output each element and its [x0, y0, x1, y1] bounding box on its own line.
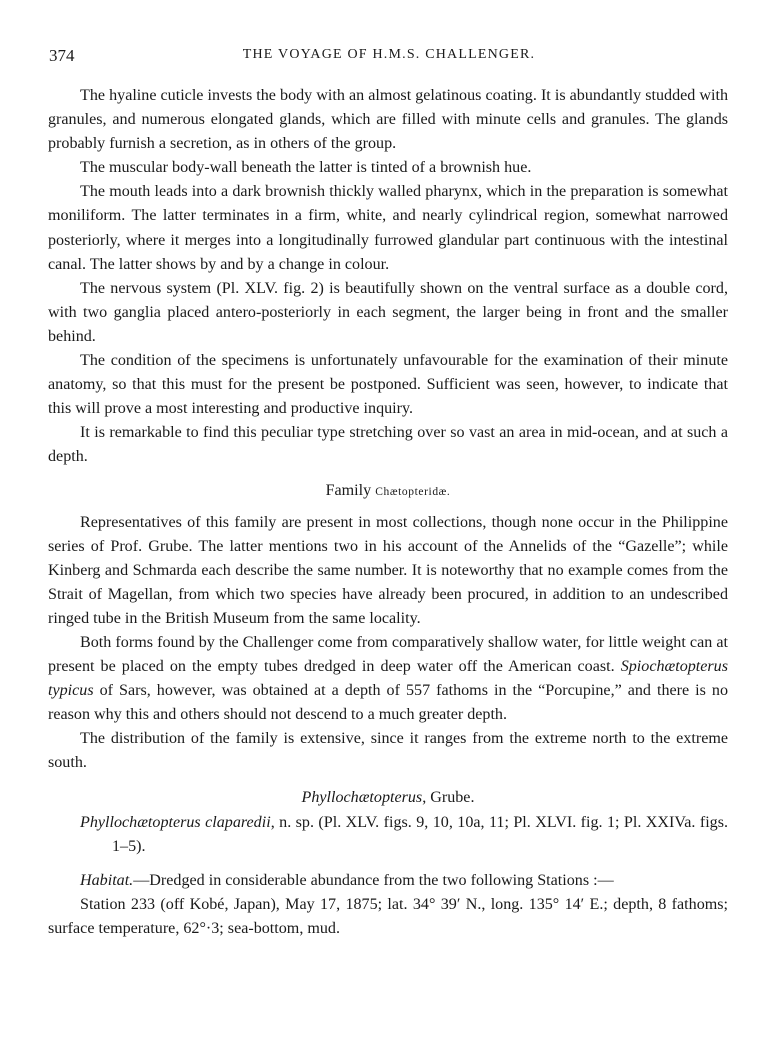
station-entry: Station 233 (off Kobé, Japan), May 17, 1875; lat. 34° 39′ N., long. 135° 14′ E.; depth, 8 fathoms; surface temperature, 62°·3; sea-bottom, mud.: [48, 895, 728, 937]
species-entry: [48, 811, 728, 859]
paragraph-mouth: The mouth leads into a dark brownish thickly walled pharynx, which in the preparation is somewhat moniliform. The latter terminates in a firm, white, and nearly cylindrical region, somewhat narrowed posteriorly, where it merges into a longitudinally furrowed glandular part continuous with the intestinal canal. The latter shows by and by a change in colour.: [48, 183, 728, 273]
paragraph-both-forms: [48, 631, 728, 727]
genus-author: , Grube.: [422, 788, 475, 806]
family-heading-prefix: Family: [325, 481, 372, 499]
paragraph-remarkable: It is remarkable to find this peculiar type stretching over so vast an area in mid-ocean, and at such a depth.: [48, 424, 728, 466]
running-head: THE VOYAGE OF H.M.S. CHALLENGER.: [242, 47, 536, 62]
species-name: Phyllochætopterus claparedii: [80, 813, 271, 831]
genus-heading: [48, 789, 728, 807]
paragraph-condition: The condition of the specimens is unfortunately unfavourable for the examination of their minute anatomy, so that this must for the present be postponed. Sufficient was seen, however, to indicate that this will prove a most interesting and productive inquiry.: [48, 352, 728, 418]
paragraph-nervous-system: The nervous system (Pl. XLV. fig. 2) is beautifully shown on the ventral surface as a double cord, with two ganglia placed antero-posteriorly in each segment, the larger being in front and the smaller behind.: [48, 279, 728, 345]
family-heading-name: Chætopteridæ.: [375, 485, 451, 498]
habitat-label: Habitat.: [80, 871, 134, 889]
habitat-line: [48, 869, 728, 893]
species-plates: , n. sp. (Pl. XLV. figs. 9, 10, 10a, 11; Pl. XLVI. fig. 1; Pl. XXIVa. figs. 1–5).: [112, 813, 729, 855]
genus-name: Phyllochætopterus: [301, 788, 423, 806]
both-forms-text-continued: of Sars, however, was obtained at a depth of 557 fathoms in the “Porcupine,” and there is no reason why this and others should not descend to a much greater depth.: [48, 682, 728, 724]
paragraph-cuticle: The hyaline cuticle invests the body with an almost gelatinous coating. It is abundantly studded with granules, and numerous elongated glands, which are filled with minute cells and granules. The glands probably furnish a secretion, as in others of the group.: [48, 87, 728, 153]
both-forms-text: Both forms found by the Challenger come from comparatively shallow water, for little weight can at present be placed on the empty tubes dredged in deep water off the American coast.: [48, 633, 728, 676]
species-name-inline: Spiochætopterus typicus: [48, 658, 728, 700]
paragraph-distribution: The distribution of the family is extensive, since it ranges from the extreme north to the extreme south.: [48, 730, 728, 772]
paragraph-representatives: Representatives of this family are present in most collections, though none occur in the Philippine series of Prof. Grube. The latter mentions two in his account of the Annelids of the “Gazelle”; while Kinberg and Schmarda each describe the same number. It is noteworthy that no example comes from the Strait of Magellan, from which two species have already been procured, in addition to an undescribed ringed tube in the British Museum from the same locality.: [48, 513, 728, 627]
habitat-text: —Dredged in considerable abundance from the two following Stations :—: [133, 871, 614, 889]
family-heading: [48, 482, 728, 500]
page-header: [49, 46, 729, 68]
body-text: [48, 84, 728, 941]
page-number: 374: [49, 46, 75, 65]
paragraph-body-wall: The muscular body-wall beneath the latter is tinted of a brownish hue.: [80, 159, 532, 177]
